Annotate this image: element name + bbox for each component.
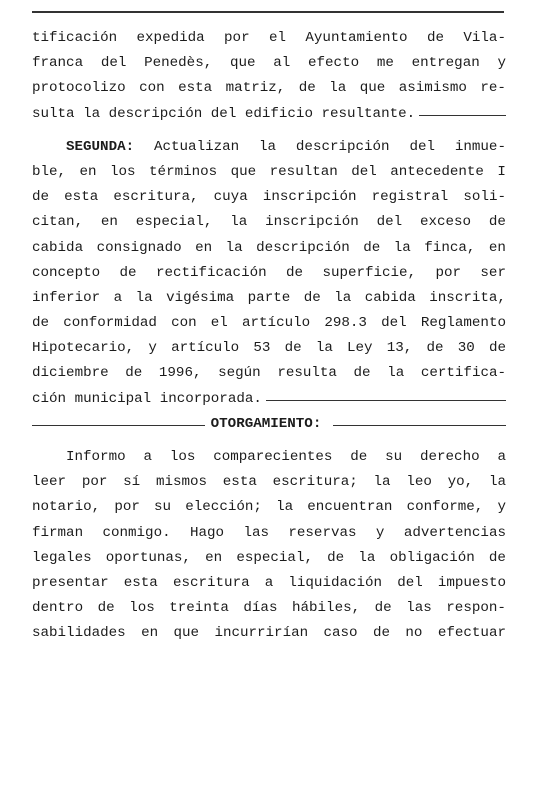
heading-otorgamiento: OTORGAMIENTO: [210, 415, 322, 432]
text-line-first [32, 135, 506, 160]
word: soli- [463, 189, 506, 206]
word: artículo [242, 315, 311, 332]
word: la [329, 80, 347, 97]
text-line-first [32, 445, 506, 470]
word: ble, [32, 163, 67, 180]
word: su [154, 499, 172, 516]
word: respon- [446, 600, 506, 617]
word: caso [323, 625, 358, 642]
word: resulta [277, 365, 337, 382]
word: de [97, 600, 115, 617]
word: finca, [424, 239, 476, 256]
text-line [32, 261, 506, 286]
word: al [273, 55, 291, 72]
word: concepto [32, 264, 101, 281]
word: los [129, 600, 155, 617]
word: los [110, 163, 136, 180]
word: de [488, 549, 506, 566]
word: la [393, 239, 411, 256]
word: registral [371, 189, 449, 206]
heading-rule-left [32, 425, 205, 426]
word: con [139, 80, 165, 97]
word: la [225, 239, 243, 256]
word: ser [480, 264, 506, 281]
word: Reglamento [420, 315, 506, 332]
word: superficie, [322, 264, 417, 281]
word: firman [32, 524, 84, 541]
word: 13, [386, 340, 413, 357]
word: que [173, 625, 200, 642]
word: expedida [136, 30, 205, 46]
text-line [32, 210, 506, 235]
word: cabida [364, 289, 416, 306]
word: leer [32, 474, 67, 491]
text-line [32, 286, 506, 311]
word: derecho [420, 449, 480, 465]
word: 30 [457, 340, 475, 357]
word: Penedès, [144, 55, 213, 72]
text-line [32, 621, 506, 646]
word: de [327, 549, 345, 566]
line-text: sulta la descripción del edificio resultante. [32, 105, 416, 122]
word: me [376, 55, 394, 72]
word: inscrita, [429, 289, 506, 306]
word: en [141, 625, 159, 642]
word: las [243, 524, 269, 541]
word: Hago [190, 524, 225, 541]
word: parte [247, 289, 291, 306]
paragraph-certification [32, 26, 506, 127]
word: certifica- [420, 365, 506, 382]
word: diciembre [32, 365, 109, 382]
word: de [374, 600, 392, 617]
word: la [259, 138, 277, 155]
word: en [100, 214, 118, 231]
word: del [351, 163, 377, 180]
text-line [32, 495, 506, 520]
word: entregan [411, 55, 480, 72]
word: Actualizan [154, 138, 240, 155]
word: que [230, 163, 257, 180]
text-line [32, 311, 506, 336]
word: de [488, 340, 506, 357]
word: esta [123, 574, 158, 591]
word: descripción [295, 138, 390, 155]
word: Informo [66, 449, 126, 465]
word: 298.3 [324, 315, 367, 332]
word: el [210, 315, 228, 332]
word: hábiles, [292, 600, 361, 617]
word: conmigo. [102, 524, 171, 541]
word: según [218, 365, 261, 382]
word: oportunas, [105, 549, 191, 566]
word: esta [64, 189, 99, 206]
word: del [397, 574, 423, 591]
word: que [359, 80, 386, 97]
word: legales [32, 549, 92, 566]
word: de [286, 264, 304, 281]
text-line [32, 26, 506, 51]
word: de [350, 449, 368, 465]
word: a [497, 449, 506, 465]
word: franca [32, 55, 84, 72]
word: resultan [269, 163, 338, 180]
word: cabida [32, 239, 84, 256]
word: la [488, 474, 506, 491]
word: de [284, 340, 302, 357]
word: y [497, 55, 506, 72]
text-line [32, 185, 506, 210]
word: de [32, 315, 50, 332]
word: esta [222, 474, 257, 491]
word: leo [406, 474, 432, 491]
word: a [264, 574, 274, 591]
word: incurrirían [214, 625, 309, 642]
fill-rule [419, 115, 506, 116]
word: la [135, 289, 153, 306]
word: el [268, 30, 287, 46]
word: días [243, 600, 278, 617]
word: de [353, 365, 371, 382]
text-line [32, 571, 506, 596]
word: obligación [389, 549, 475, 566]
text-line [32, 236, 506, 261]
word: especial, [236, 549, 313, 566]
word: efecto [308, 55, 360, 72]
word: por [435, 264, 462, 281]
word: 53 [253, 340, 271, 357]
word: inscripción [262, 189, 357, 206]
word: la [315, 340, 333, 357]
word: especial, [135, 214, 213, 231]
word: treinta [169, 600, 229, 617]
word: de [125, 365, 143, 382]
word: I [497, 163, 506, 180]
word: la [334, 289, 352, 306]
word: protocolizo [32, 80, 126, 97]
word: de [372, 625, 391, 642]
word: a [113, 289, 123, 306]
word: por [224, 30, 250, 46]
word: a [143, 449, 152, 465]
word: y [148, 340, 157, 357]
word: conforme, [406, 499, 484, 516]
word: exceso [419, 214, 472, 231]
word: 1996, [158, 365, 202, 382]
word: sí [123, 474, 141, 491]
word: tificación [32, 30, 118, 46]
word: de [363, 239, 381, 256]
text-line [32, 76, 506, 101]
clause-label: SEGUNDA: [66, 138, 135, 155]
word: la [358, 549, 376, 566]
paragraph-otorgamiento [32, 445, 506, 647]
text-line-end [32, 102, 506, 127]
word: vigésima [166, 289, 235, 306]
paragraph-segunda [32, 135, 506, 412]
word: términos [149, 163, 218, 180]
word: de [426, 30, 444, 46]
word: yo, [447, 474, 474, 491]
word: por [81, 474, 108, 491]
word: re- [480, 80, 506, 97]
word: escritura [172, 574, 250, 591]
word: la [230, 214, 248, 231]
word: descripción [256, 239, 350, 256]
word: con [171, 315, 197, 332]
word: del [376, 214, 403, 231]
word: la [276, 499, 294, 516]
word: esta [178, 80, 213, 97]
line-text: ción municipal incorporada. [32, 390, 262, 407]
text-line [32, 596, 506, 621]
word: de [488, 214, 506, 231]
word: mismos [155, 474, 208, 491]
word: su [385, 449, 403, 465]
word: presentar [32, 574, 109, 591]
word: dentro [32, 600, 84, 617]
word: conformidad [63, 315, 157, 332]
text-line [32, 160, 506, 185]
word: del [100, 55, 127, 72]
word: liquidación [288, 574, 383, 591]
word: notario, [32, 499, 101, 516]
word: sabilidades [32, 625, 126, 642]
text-line [32, 470, 506, 495]
word: los [169, 449, 196, 465]
word: Ley [347, 340, 373, 357]
word: de [119, 264, 137, 281]
word: elección; [185, 499, 262, 516]
word: rectificación [155, 264, 267, 281]
section-heading [32, 412, 506, 437]
word: y [497, 499, 506, 516]
word: de [32, 189, 50, 206]
word: inscripción [265, 214, 359, 231]
word: reservas [288, 524, 357, 541]
word: encuentran [307, 499, 393, 516]
word: escritura, [113, 189, 199, 206]
word: de [298, 80, 316, 97]
document-text [32, 26, 506, 647]
text-line [32, 521, 506, 546]
word: por [114, 499, 140, 516]
word: consignado [96, 239, 182, 256]
word: citan, [32, 214, 84, 231]
word: escritura; [272, 474, 358, 491]
text-line [32, 51, 506, 76]
word: impuesto [437, 574, 506, 591]
word: comparecientes [213, 449, 333, 465]
word: que [229, 55, 256, 72]
word: de [303, 289, 321, 306]
text-line [32, 546, 506, 571]
word: y [375, 524, 385, 541]
word: cuya [213, 189, 248, 206]
top-rule [32, 11, 504, 13]
word: Hipotecario, [32, 340, 135, 357]
word: Vila- [463, 30, 506, 46]
word: artículo [171, 340, 240, 357]
word: inferior [32, 289, 101, 306]
fill-rule [266, 400, 506, 401]
word: asimismo [398, 80, 467, 97]
word: del [381, 315, 407, 332]
word: Ayuntamiento [305, 30, 408, 46]
word: en [195, 239, 213, 256]
word: matriz, [225, 80, 286, 97]
word: las [406, 600, 432, 617]
word: efectuar [437, 625, 506, 642]
text-line [32, 361, 506, 386]
text-line [32, 336, 506, 361]
word: en [79, 163, 97, 180]
word: del [409, 138, 435, 155]
word: advertencias [403, 524, 506, 541]
word: en [205, 549, 223, 566]
word: en [488, 239, 506, 256]
word: antecedente [390, 163, 484, 180]
word: la [387, 365, 405, 382]
word: no [405, 625, 423, 642]
word: inmue- [454, 138, 506, 155]
word: la [373, 474, 391, 491]
heading-rule-right [333, 425, 506, 426]
word: de [426, 340, 444, 357]
text-line-end [32, 387, 506, 412]
